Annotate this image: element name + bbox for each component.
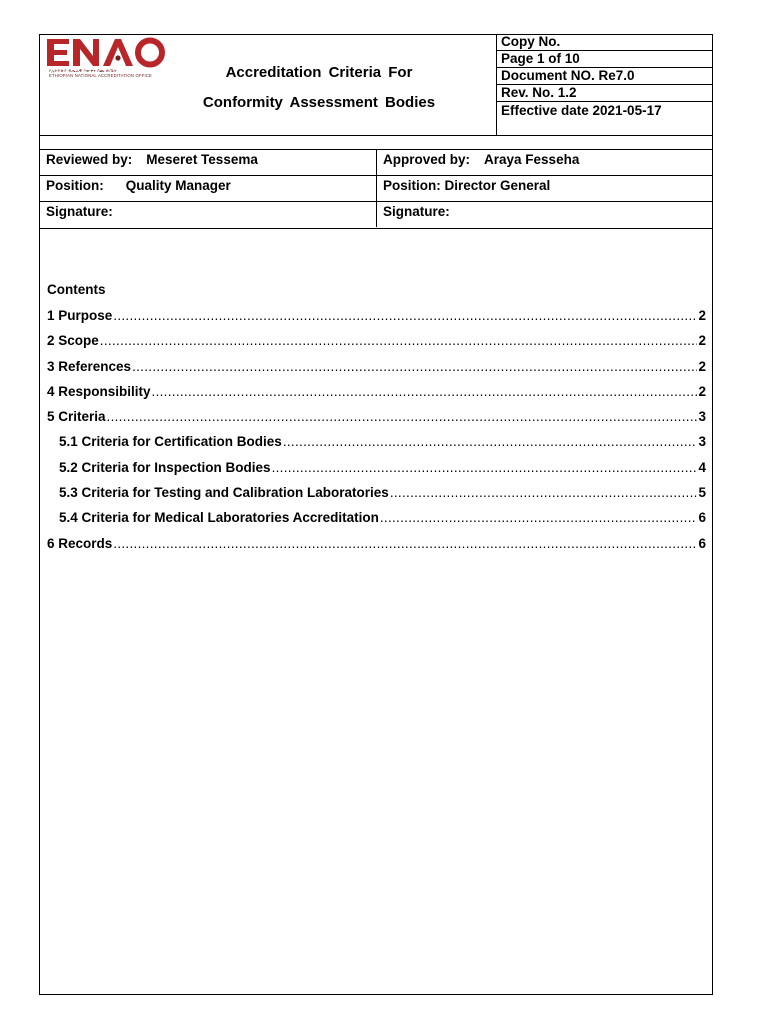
enao-logo-mark bbox=[43, 36, 173, 68]
toc-entry-criteria[interactable]: 5 Criteria ..... 3 bbox=[47, 407, 706, 432]
table-of-contents bbox=[47, 306, 706, 559]
toc-entry-testing-calibration[interactable]: 5.3 Criteria for Testing and Calibration Laboratories ..... 5 bbox=[47, 483, 706, 508]
document-number: Document NO. Re7.0 bbox=[497, 68, 713, 85]
copy-no: Copy No. bbox=[497, 34, 713, 51]
approval-row-position bbox=[39, 176, 713, 202]
effective-date: Effective date 2021-05-17 bbox=[501, 103, 662, 118]
toc-entry-inspection-bodies[interactable]: 5.2 Criteria for Inspection Bodies ..... 4 bbox=[47, 458, 706, 483]
position-left-value: Quality Manager bbox=[125, 178, 231, 193]
logo-subtitle-english: ETHIOPIAN NATIONAL ACCREDITATION OFFICE bbox=[49, 73, 153, 78]
reviewed-by-label: Reviewed by: bbox=[46, 152, 133, 167]
approval-row-reviewed bbox=[39, 150, 713, 176]
logo-subtitle-amharic: የኢትዮጵያ ብሔራዊ እውቅና ሰጪ ጽ/ቤት bbox=[49, 68, 117, 73]
toc-entry-purpose[interactable]: 1 Purpose ..... 2 bbox=[47, 306, 706, 331]
toc-entry-medical-laboratories[interactable]: 5.4 Criteria for Medical Laboratories Accreditation ..... 6 bbox=[47, 508, 706, 533]
page-number: Page 1 of 10 bbox=[497, 51, 713, 68]
approval-row-signature bbox=[39, 202, 713, 228]
approved-by-name: Araya Fesseha bbox=[484, 152, 580, 167]
position-label-left: Position: bbox=[46, 178, 104, 193]
toc-entry-references[interactable]: 3 References ..... 2 bbox=[47, 357, 706, 382]
document-header bbox=[39, 34, 713, 136]
document-meta bbox=[496, 34, 713, 135]
approval-table bbox=[39, 149, 713, 229]
signature-left: Signature: bbox=[39, 202, 377, 227]
reviewed-by-name: Meseret Tessema bbox=[146, 152, 258, 167]
approved-by-label: Approved by: bbox=[383, 152, 471, 167]
document-title-line2: Conformity Assessment Bodies bbox=[202, 94, 436, 111]
toc-entry-records[interactable]: 6 Records ..... 6 bbox=[47, 534, 706, 559]
toc-entry-responsibility[interactable]: 4 Responsibility ..... 2 bbox=[47, 382, 706, 407]
enao-logo bbox=[43, 36, 173, 86]
document-title bbox=[159, 58, 479, 118]
contents-heading: Contents bbox=[47, 282, 106, 297]
position-right: Position: Director General bbox=[383, 178, 551, 193]
revision-number: Rev. No. 1.2 bbox=[497, 85, 713, 102]
signature-right: Signature: bbox=[383, 204, 450, 219]
toc-entry-scope[interactable]: 2 Scope ..... 2 bbox=[47, 331, 706, 356]
toc-entry-certification-bodies[interactable]: 5.1 Criteria for Certification Bodies ..... 3 bbox=[47, 432, 706, 457]
document-title-line1: Accreditation Criteria For bbox=[225, 64, 413, 81]
